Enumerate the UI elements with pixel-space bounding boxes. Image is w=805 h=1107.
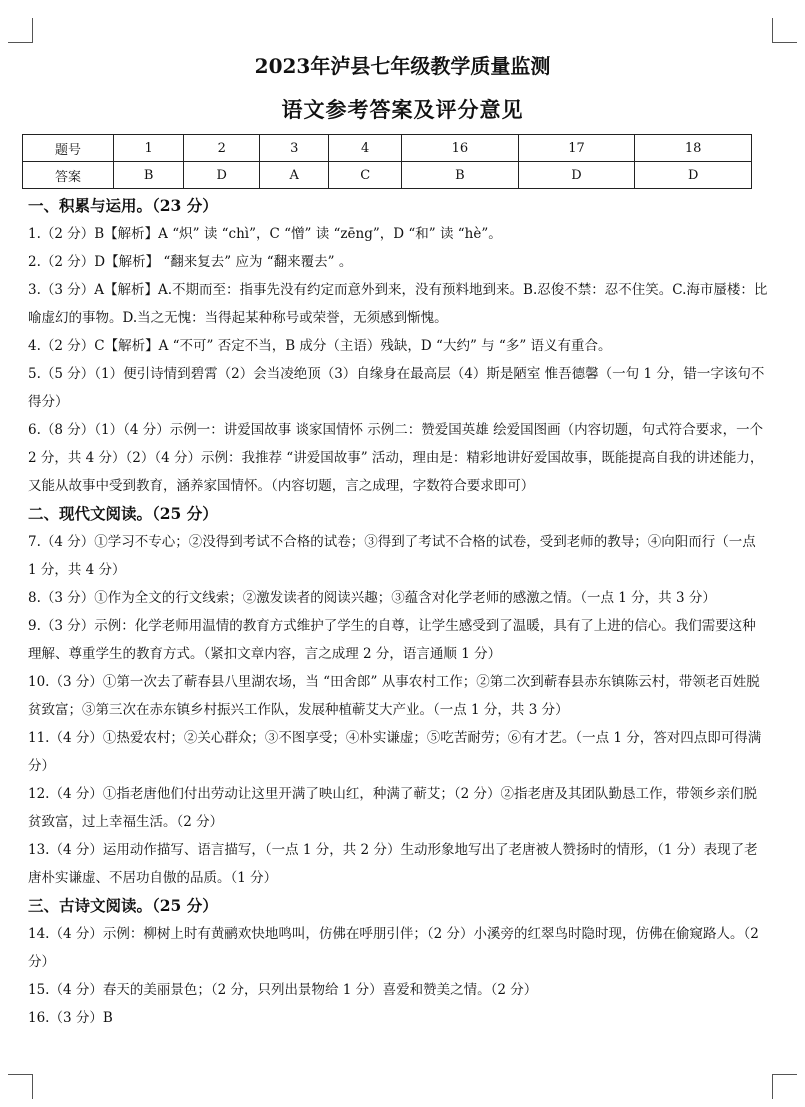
- answer-table: [22, 134, 752, 189]
- table-cell: D: [518, 162, 635, 189]
- answer-item: 2.（2 分）D【解析】 “翻来复去” 应为 “翻来覆去” 。: [28, 254, 353, 270]
- answer-item: 8.（3 分）①作为全文的行文线索；②激发读者的阅读兴趣；③蕴含对化学老师的感激之情。（一点 1 分，共 3 分）: [28, 590, 716, 606]
- crop-mark-top-right: [772, 18, 797, 43]
- table-header-label: 题号: [23, 135, 114, 162]
- page-title: 2023年泸县七年级教学质量监测: [254, 54, 551, 78]
- answer-item: 16.（3 分）B: [28, 1010, 113, 1026]
- page-subtitle: 语文参考答案及评分意见: [281, 97, 524, 122]
- crop-mark-bottom-right: [772, 1074, 797, 1099]
- section-heading: 一、积累与运用。（23 分）: [28, 196, 218, 215]
- crop-mark-bottom-left: [8, 1074, 33, 1099]
- table-cell: D: [635, 162, 752, 189]
- answer-table-answer-row: [23, 162, 752, 189]
- table-cell: B: [114, 162, 184, 189]
- table-cell: 1: [114, 135, 184, 162]
- answer-item: 11.（4 分）①热爱农村；②关心群众；③不图享受；④朴实谦虚；⑤吃苦耐劳；⑥有才艺。（一点 1 分，答对四点即可得满分）: [28, 730, 762, 774]
- table-cell: 16: [402, 135, 519, 162]
- table-cell: B: [402, 162, 519, 189]
- answer-item: 12.（4 分）①指老唐他们付出劳动让这里开满了映山红，种满了蕲艾；（2 分）②指老唐及其团队勤恳工作，带领乡亲们脱贫致富，过上幸福生活。（2 分）: [28, 786, 757, 830]
- section-heading: 三、古诗文阅读。（25 分）: [28, 896, 218, 915]
- table-cell: D: [184, 162, 260, 189]
- answer-item: 1.（2 分）B【解析】A “炽” 读 “chì”，C “憎” 读 “zēng”，D “和” 读 “hè”。: [28, 226, 502, 242]
- answer-item: 13.（4 分）运用动作描写、语言描写，（一点 1 分，共 2 分）生动形象地写出了老唐被人赞扬时的情形，（1 分）表现了老唐朴实谦虚、不居功自傲的品质。（1 分）: [28, 842, 758, 886]
- answer-item: 9.（3 分）示例：化学老师用温情的教育方式维护了学生的自尊，让学生感受到了温暖，具有了上进的信心。我们需要这种理解、尊重学生的教育方式。（紧扣文章内容，言之成理 2 分，语言通顺 1 分）: [28, 618, 756, 662]
- answer-item: 3.（3 分）A【解析】A.不期而至：指事先没有约定而意外到来，没有预料地到来。B.忍俊不禁：忍不住笑。C.海市蜃楼：比喻虚幻的事物。D.当之无愧：当得起某种称号或荣誉，无须感到惭愧。: [28, 282, 768, 326]
- answer-table-number-row: [23, 135, 752, 162]
- answer-item: 5.（5 分）（1）便引诗情到碧霄（2）会当凌绝顶（3）自缘身在最高层（4）斯是陋室 惟吾德馨（一句 1 分，错一字该句不得分）: [28, 366, 765, 410]
- table-cell: 3: [260, 135, 329, 162]
- answer-item: 15.（4 分）春天的美丽景色；（2 分，只列出景物给 1 分）喜爱和赞美之情。（2 分）: [28, 982, 538, 998]
- table-cell: 17: [518, 135, 635, 162]
- table-cell: A: [260, 162, 329, 189]
- table-cell: 4: [329, 135, 402, 162]
- answer-item: 10.（3 分）①第一次去了蕲春县八里湖农场，当 “田舍郎” 从事农村工作；②第二次到蕲春县赤东镇陈云村，带领老百姓脱贫致富；③第三次在赤东镇乡村振兴工作队，发展种植蕲艾大产业。（一点 1 分，共 3 分）: [28, 674, 760, 718]
- table-cell: 2: [184, 135, 260, 162]
- answer-item: 4.（2 分）C【解析】A “不可” 否定不当，B 成分（主语）残缺，D “大约” 与 “多” 语义有重合。: [28, 338, 612, 354]
- answer-content: [28, 192, 768, 1032]
- table-cell: C: [329, 162, 402, 189]
- answer-item: 14.（4 分）示例：柳树上时有黄鹂欢快地鸣叫，仿佛在呼朋引伴；（2 分）小溪旁的红翠鸟时隐时现，仿佛在偷窥路人。（2 分）: [28, 926, 759, 970]
- table-cell: 18: [635, 135, 752, 162]
- table-answer-label: 答案: [23, 162, 114, 189]
- section-heading: 二、现代文阅读。（25 分）: [28, 504, 218, 523]
- crop-mark-top-left: [8, 18, 33, 43]
- answer-item: 7.（4 分）①学习不专心；②没得到考试不合格的试卷；③得到了考试不合格的试卷，受到老师的教导；④向阳而行（一点 1 分，共 4 分）: [28, 534, 756, 578]
- answer-item: 6.（8 分）（1）（4 分）示例一：讲爱国故事 谈家国情怀 示例二：赞爱国英雄 绘爱国图画（内容切题，句式符合要求，一个 2 分，共 4 分）（2）（4 分）示例：我推荐 “讲爱国故事” 活动，理由是：精彩地讲好爱国故事，既能提高自我的讲述能力，又能从故事中受到教育，涵养家国情怀。（内容切题，言之成理，字数符合要求即可）: [28, 422, 764, 494]
